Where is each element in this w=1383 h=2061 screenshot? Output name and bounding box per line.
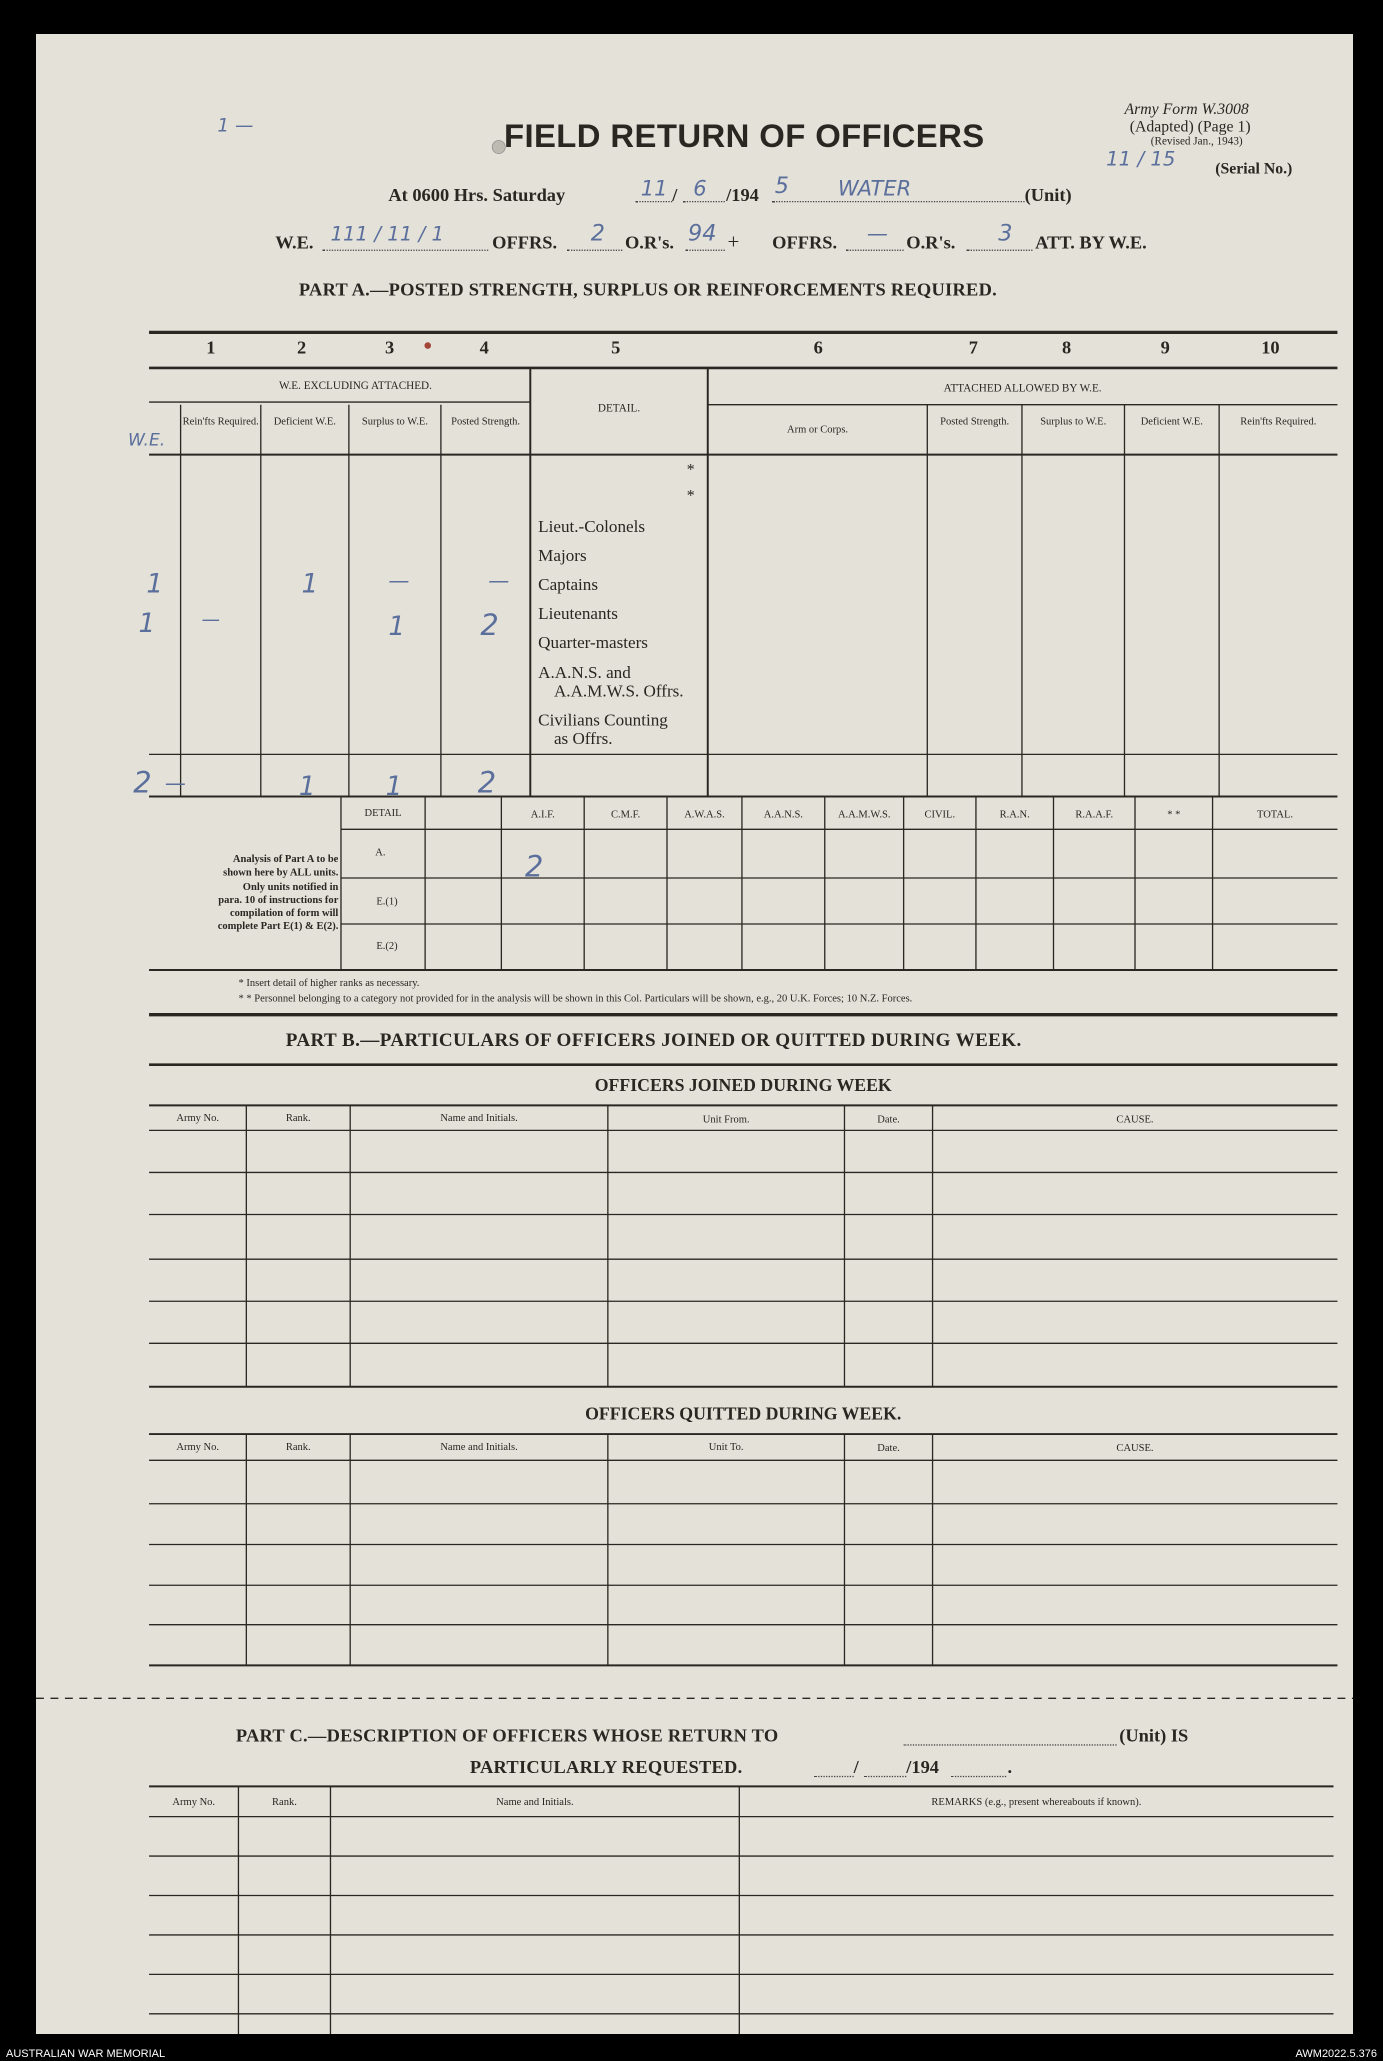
unit-value: WATER xyxy=(837,175,912,201)
att-label: ATT. BY W.E. xyxy=(1035,233,1147,254)
group-left-header: W.E. EXCLUDING ATTACHED. xyxy=(278,378,432,392)
part-c-title: PART C.—DESCRIPTION OF OFFICERS WHOSE RETURN TO xyxy=(235,1727,779,1747)
col-number: 6 xyxy=(813,338,823,359)
analysis-hdr: A.W.A.S. xyxy=(684,808,725,821)
analysis-hdr: CIVIL. xyxy=(924,808,956,821)
rank-label: Quarter-masters xyxy=(538,632,648,652)
ors2-label: O.R's. xyxy=(906,233,956,254)
form-adapted: (Adapted) (Page 1) xyxy=(1129,116,1251,136)
offrs2-label: OFFRS. xyxy=(772,233,838,254)
quitted-hdr: Rank. xyxy=(285,1440,311,1453)
ors-value: 94 xyxy=(688,220,717,247)
footer-accession: AWM2022.5.376 xyxy=(1295,2048,1377,2060)
form-sheet xyxy=(36,34,1353,2034)
date-slash: / xyxy=(672,186,678,207)
analysis-hdr: A.A.M.W.S. xyxy=(837,808,891,821)
part-c-requested: PARTICULARLY REQUESTED. xyxy=(469,1758,743,1779)
group-right-header: ATTACHED ALLOWED BY W.E. xyxy=(943,381,1102,395)
col-number: 8 xyxy=(1062,338,1072,359)
col-number: 3 xyxy=(385,338,395,359)
rank-label: Lieut.-Colonels xyxy=(538,516,645,537)
offrs-label: OFFRS. xyxy=(492,233,558,254)
hdr-reinfts: Rein'fts Required. xyxy=(182,415,259,428)
page-title: FIELD RETURN OF OFFICERS xyxy=(503,118,985,155)
joined-title: OFFICERS JOINED DURING WEEK xyxy=(594,1075,892,1095)
part-c-year: /194 xyxy=(906,1758,939,1779)
hdr-deficient-att: Deficient W.E. xyxy=(1140,415,1203,428)
quitted-title: OFFICERS QUITTED DURING WEEK. xyxy=(585,1403,902,1424)
quitted-hdr: CAUSE. xyxy=(1116,1441,1154,1454)
joined-hdr: Date. xyxy=(877,1113,900,1126)
we-margin-note: W.E. xyxy=(128,431,166,451)
analysis-hdr: A.I.F. xyxy=(530,808,555,821)
rank-label: Captains xyxy=(538,574,598,595)
date-day: 11 xyxy=(640,175,668,201)
rank-label: Lieutenants xyxy=(538,603,618,623)
analysis-row-label: E.(2) xyxy=(376,939,398,952)
joined-hdr: Army No. xyxy=(176,1111,220,1124)
part-c-hdr: Army No. xyxy=(172,1795,216,1808)
analysis-hdr: R.A.N. xyxy=(999,808,1030,821)
hw-captains-deficient: 1 xyxy=(301,567,319,600)
part-c-period: . xyxy=(1007,1758,1013,1779)
offrs-value: 2 xyxy=(590,220,605,247)
part-c-slash: / xyxy=(853,1758,859,1779)
hw-total-reinfts: 2 xyxy=(133,767,152,801)
quitted-hdr: Unit To. xyxy=(708,1440,744,1453)
we-label: W.E. xyxy=(275,233,314,254)
form-paper xyxy=(36,34,1353,2034)
hw-captains-surplus: — xyxy=(388,567,410,593)
hdr-posted-att: Posted Strength. xyxy=(940,415,1010,428)
hw-total-posted: 2 xyxy=(477,767,497,801)
joined-hdr: Rank. xyxy=(285,1111,311,1124)
part-c-unit: (Unit) IS xyxy=(1119,1727,1189,1747)
hw-total-deficient: 1 xyxy=(298,770,316,802)
analysis-hdr: DETAIL xyxy=(364,806,402,819)
date-month: 6 xyxy=(693,175,707,201)
col-number: 9 xyxy=(1160,338,1170,359)
hdr-posted: Posted Strength. xyxy=(451,415,521,428)
detail-header: DETAIL. xyxy=(597,400,641,414)
rank-label: A.A.M.W.S. Offrs. xyxy=(553,680,684,701)
col-number: 1 xyxy=(206,338,216,359)
offrs2-value: — xyxy=(866,220,888,246)
hw-aif-a: 2 xyxy=(525,851,544,885)
rank-label: Majors xyxy=(538,545,587,566)
year-prefix: /194 xyxy=(726,186,759,207)
asterisk-row: * xyxy=(686,459,695,479)
rank-label: Civilians Counting xyxy=(538,709,668,730)
asterisk-row: * xyxy=(686,486,695,505)
analysis-hdr: A.A.N.S. xyxy=(763,808,803,821)
plus-sign: + xyxy=(727,231,740,254)
part-c-hdr: Rank. xyxy=(272,1795,297,1808)
col-number: 4 xyxy=(479,338,489,359)
ors-label: O.R's. xyxy=(624,233,675,254)
we-value: 111 / 11 / 1 xyxy=(330,221,445,246)
serial-value: 11 / 15 xyxy=(1106,147,1176,171)
date-year: 5 xyxy=(774,173,790,200)
analysis-hdr: C.M.F. xyxy=(610,808,641,821)
hdr-surplus-att: Surplus to W.E. xyxy=(1040,415,1107,428)
hw-captains-posted: — xyxy=(488,567,510,593)
col-number: 2 xyxy=(296,338,307,359)
quitted-hdr: Date. xyxy=(877,1441,900,1454)
part-c-hdr: REMARKS (e.g., present whereabouts if known). xyxy=(931,1795,1142,1808)
analysis-row-label: A. xyxy=(375,846,386,859)
part-b-title: PART B.—PARTICULARS OF OFFICERS JOINED OR QUITTED DURING WEEK. xyxy=(285,1030,1022,1052)
hw-total-surplus: 1 xyxy=(385,770,403,802)
hdr-surplus: Surplus to W.E. xyxy=(361,415,428,428)
hw-captains-reinfts: 1 xyxy=(146,567,164,600)
col-number: 10 xyxy=(1261,338,1280,359)
col-number: 7 xyxy=(968,338,978,359)
footer-credit: AUSTRALIAN WAR MEMORIAL xyxy=(6,2048,166,2060)
analysis-row-label: E.(1) xyxy=(376,895,398,907)
joined-hdr: Unit From. xyxy=(702,1113,750,1126)
unit-label: (Unit) xyxy=(1024,186,1072,207)
part-a-title: PART A.—POSTED STRENGTH, SURPLUS OR REINFORCEMENTS REQUIRED. xyxy=(298,281,998,301)
form-revised: (Revised Jan., 1943) xyxy=(1150,133,1243,148)
hw-lieut-posted: 2 xyxy=(480,609,499,643)
ors2-value: 3 xyxy=(998,220,1013,247)
analysis-note: Analysis of Part A to be shown here by ALL units. Only units notified in para. 10 of instructions for compilation of form will complete Part E(1) & E(2). xyxy=(217,852,339,933)
part-c-hdr: Name and Initials. xyxy=(496,1795,574,1808)
quitted-hdr: Army No. xyxy=(176,1440,220,1453)
col-number: 5 xyxy=(611,338,621,359)
serial-label: (Serial No.) xyxy=(1215,158,1293,178)
hdr-reinfts-att: Rein'fts Required. xyxy=(1240,415,1317,428)
at-line-label: At 0600 Hrs. Saturday xyxy=(388,186,566,207)
footnote-1: * Insert detail of higher ranks as necessary. xyxy=(238,976,420,989)
rank-label: as Offrs. xyxy=(553,728,613,748)
hw-lieut-deficient: — xyxy=(201,609,221,631)
analysis-hdr: TOTAL. xyxy=(1256,808,1294,821)
quitted-hdr: Name and Initials. xyxy=(440,1440,518,1453)
joined-hdr: CAUSE. xyxy=(1116,1113,1154,1126)
joined-hdr: Name and Initials. xyxy=(440,1111,518,1124)
footnote-2: * * Personnel belonging to a category not provided for in the analysis will be shown in this Col. Particulars will be shown, e.g., 20 U.K. Forces; 10 N.Z. Forces. xyxy=(238,992,913,1005)
rank-label: A.A.N.S. and xyxy=(538,662,631,683)
form-number: Army Form W.3008 xyxy=(1124,99,1249,119)
analysis-hdr: R.A.A.F. xyxy=(1075,808,1114,821)
hw-lieut-surplus: 1 xyxy=(388,609,406,642)
analysis-hdr: * * xyxy=(1167,808,1181,821)
hdr-deficient: Deficient W.E. xyxy=(273,415,336,428)
corner-mark: 1 — xyxy=(217,115,254,137)
hw-lieut-reinfts: 1 xyxy=(138,607,156,639)
hw-total-dash: — xyxy=(164,770,186,796)
hdr-arm-corps: Arm or Corps. xyxy=(786,423,849,435)
